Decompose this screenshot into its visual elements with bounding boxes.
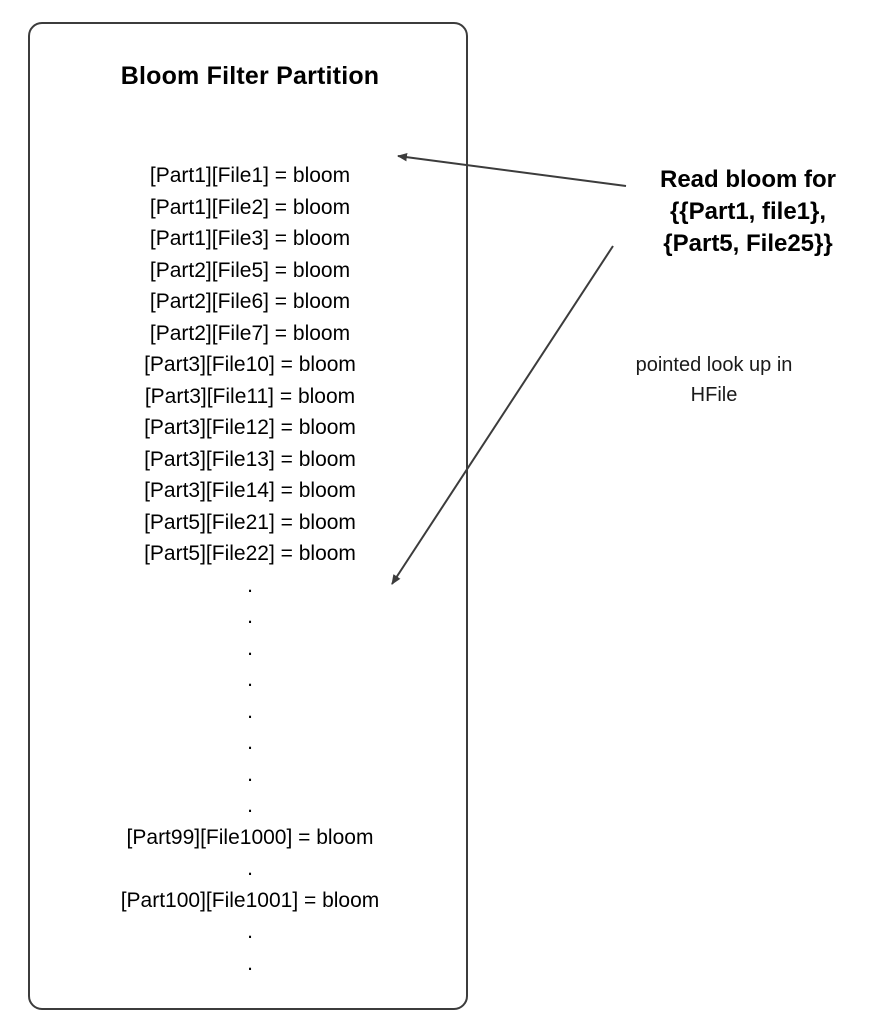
bloom-entry: [Part1][File2] = bloom [149,195,351,219]
bloom-entry: [Part5][File22] = bloom [144,542,356,565]
pointed-lookup-line-1: pointed look up in [635,354,793,376]
bloom-entry: [Part3][File12] = bloom [144,416,356,439]
ellipsis-dot: . [247,762,253,786]
ellipsis-dot: . [247,794,253,817]
read-bloom-line-2: {{Part1, file1}, [669,198,827,225]
ellipsis-dot: . [247,731,253,754]
bloom-entry: [Part3][File10] = bloom [144,353,356,376]
ellipsis-dot: . [247,573,253,597]
ellipsis-dot: . [247,951,253,975]
bloom-entry: [Part2][File6] = bloom [149,290,351,313]
read-bloom-line-1: Read bloom for [659,166,836,193]
ellipsis-dot: . [247,699,253,723]
ellipsis-dot: . [247,668,253,691]
bloom-entry: [Part3][File14] = bloom [144,479,356,502]
bloom-entry-list [30,160,470,979]
pointed-lookup-annotation [576,350,852,410]
bloom-entry: [Part1][File1] = bloom [149,164,351,187]
ellipsis-dot: . [247,605,253,628]
ellipsis-dot: . [247,857,253,880]
ellipsis-dot: . [247,920,253,943]
ellipsis-dot: . [247,636,253,660]
bloom-entry-part100: [Part100][File1001] = bloom [120,888,380,912]
bloom-entry: [Part2][File5] = bloom [149,258,351,282]
partition-box [28,22,468,1010]
bloom-entry: [Part2][File7] = bloom [149,321,351,345]
partition-title: Bloom Filter Partition [120,62,380,90]
read-bloom-line-3: {Part5, File25}} [663,230,833,257]
bloom-entry-part99: [Part99][File1000] = bloom [126,825,374,849]
bloom-entry: [Part3][File13] = bloom [144,447,356,471]
pointed-lookup-line-2: HFile [690,384,738,406]
bloom-entry: [Part3][File11] = bloom [144,384,356,408]
read-bloom-annotation [614,164,882,260]
bloom-entry: [Part1][File3] = bloom [149,227,351,250]
bloom-entry: [Part5][File21] = bloom [144,510,356,534]
